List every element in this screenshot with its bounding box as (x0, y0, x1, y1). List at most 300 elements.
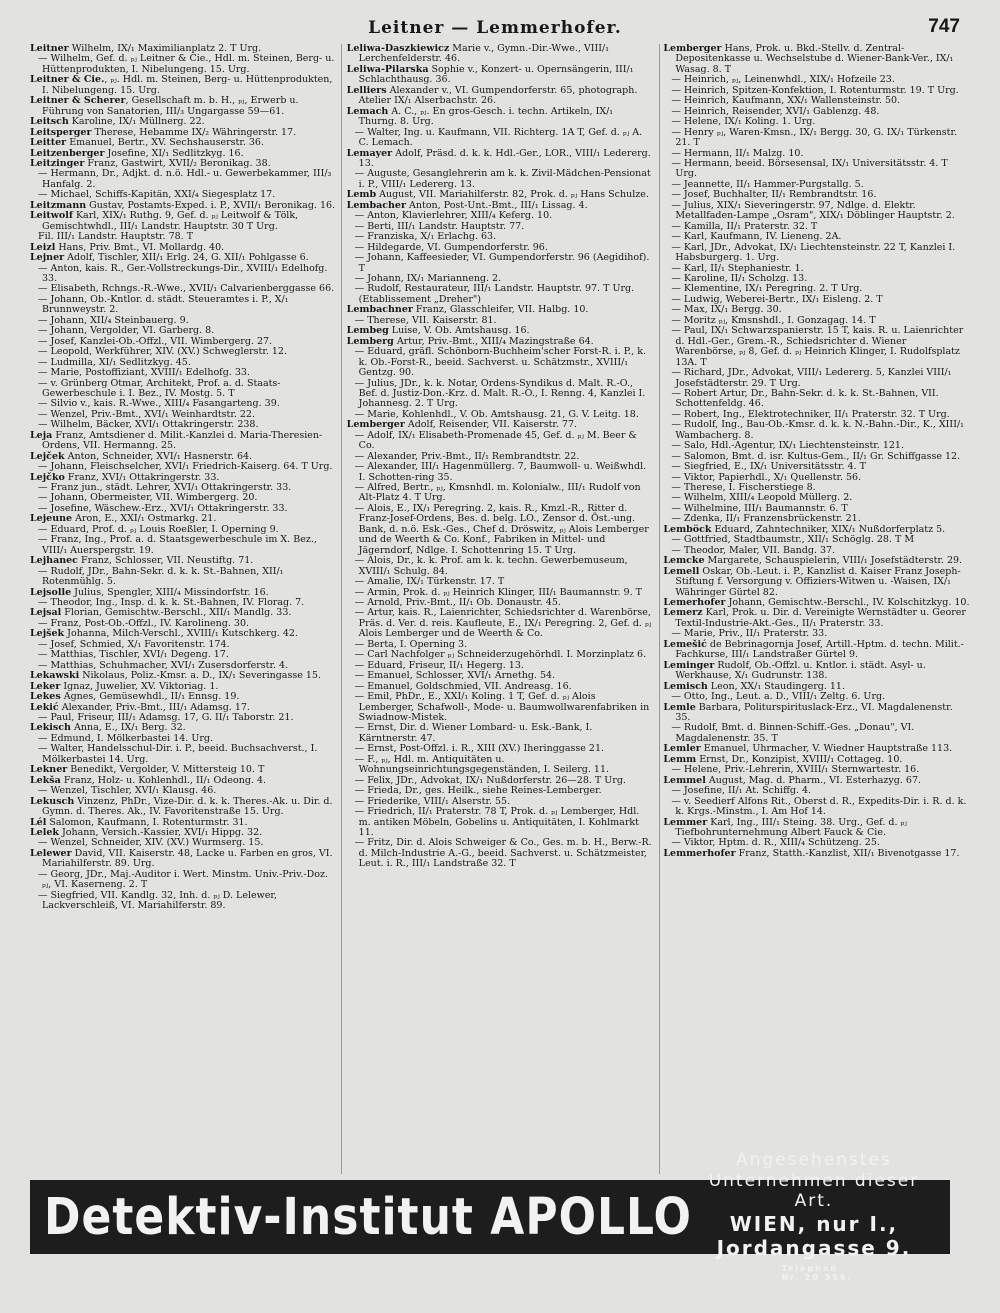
entry-details: — Franz, Post-Ob.-Offzl., IV. Karolineng. 30. (38, 617, 250, 629)
directory-entry (663, 608, 970, 629)
entry-details: — Josefine, Wäschew.-Erz., XVI/₁ Ottakringerstr. 33. (38, 502, 288, 514)
entry-details: Johann, Gemischtw.-Berschl., IV. Kolschitzkyg. 10. (725, 597, 970, 609)
directory-entry (30, 169, 337, 190)
entry-details: — Edmund, I. Mölkerbastei 14. Urg. (38, 732, 213, 744)
entry-details: — Johann, IX/₁ Marianneng. 2. (354, 272, 502, 284)
column-right (663, 44, 970, 1174)
directory-entry (30, 567, 337, 588)
directory-entry (30, 379, 337, 400)
entry-details: Vinzenz, PhDr., Vize-Dir. d. k. k. Theres.-Ak. u. Dir. d. Gymn. d. Theres. Ak., IV. Favoritenstraße 15. Urg. (42, 795, 333, 818)
entry-surname: Lejhanec (30, 555, 78, 567)
entry-details: — Frieda, Dr., ges. Heilk., siehe Reines-Lemberger. (354, 785, 602, 797)
entry-surname: Lejčko (30, 471, 65, 483)
entry-details: — Theodor, Ing., Insp. d. k. k. St.-Bahnen, IV. Florag. 7. (38, 597, 305, 609)
entry-surname: Lekusch (30, 795, 75, 807)
entry-details: — Ernst, Post-Offzl. i. R., XIII (XV.) Iheringgasse 21. (354, 743, 605, 755)
entry-details: Ignaz, Juwelier, XV. Viktoriag. 1. (60, 680, 219, 692)
entry-details: — Heinrich, Kaufmann, XX/₁ Wallensteinstr. 50. (671, 95, 901, 107)
entry-details: — Paul, Friseur, III/₁ Adamsg. 17, G. II/₁ Taborstr. 21. (38, 712, 294, 723)
entry-details: — Rudolf, Ing., Bau-Ob.-Kmsr. d. k. k. N.-Bahn.-Dir., K., XIII/₁ Wambacherg. 8. (671, 419, 964, 441)
entry-details: — Emil, PhDr., E., XXI/₁ Koling. 1 T, Gef. d. ₚⱼ Alois Lemberger, Schafwoll-, Mode- u. Baumwollwarenfabriken in Swiadnow-Mistek. (354, 691, 650, 723)
ad-tagline: Angesehenstes Unternehmen dieser Art. (708, 1150, 920, 1212)
directory-entry (30, 744, 337, 765)
entry-details: Franz, Glasschleifer, VII. Halbg. 10. (412, 304, 589, 316)
entry-details: — Robert, Ing., Elektrotechniker, II/₁ Praterstr. 32. T Urg. (671, 408, 950, 420)
directory-entry (663, 326, 970, 368)
directory-entry (30, 211, 337, 232)
entry-details: — Robert Artur, Dr., Bahn-Sekr. d. k. k. St.-Bahnen, VII. Schottenfeldg. 46. (671, 387, 939, 410)
entry-details: — Heinrich, Reisender, XVI/₁ Gablenzg. 48. (671, 105, 880, 117)
entry-details: Luise, V. Ob. Amtshausg. 16. (388, 325, 530, 337)
entry-surname: Lemmerhofer (663, 847, 736, 859)
entry-details: — Alexander, III/₁ Hagenmüllerg. 7, Baumwoll- u. Weißwhdl. I. Schotten-ring 35. (354, 461, 647, 483)
directory-entry (663, 640, 970, 661)
directory-entry (347, 86, 654, 107)
entry-details: — Marie, Postoffiziant, XVIII/₁ Edelhofg. 33. (38, 367, 250, 379)
entry-surname: Lemm (663, 753, 697, 765)
entry-surname: Lejeune (30, 513, 73, 525)
entry-details: Hans, Priv. Bmt., VI. Mollardg. 40. (55, 241, 225, 253)
directory-entry (663, 159, 970, 180)
entry-details: Adolf, Präsd. d. k. k. Hdl.-Ger., LOR., VIII/₁ Ledererg. 13. (358, 147, 651, 169)
running-head: Leitner — Lemmerhofer. (368, 18, 622, 38)
entry-details: — Josef, Schmied, X/₁ Favoritenstr. 174. (38, 638, 230, 650)
entry-details: — Johann, Obermeister, VII. Wimbergerg. 20. (38, 492, 258, 504)
entry-details: — Adolf, IX/₁ Elisabeth-Promenade 45, Gef. d. ₚⱼ M. Beer & Co. (354, 429, 637, 452)
entry-surname: Lelewer (30, 847, 72, 859)
entry-surname: Lemmel (663, 774, 706, 786)
entry-details: Fil. III/₁ Landstr. Hauptstr. 78. T (38, 231, 194, 243)
entry-surname: Lemmer (663, 816, 708, 828)
entry-details: — Johann, Fleischselcher, XVI/₁ Friedrich-Kaiserg. 64. T Urg. (38, 461, 333, 473)
entry-details: — Heinrich, ₚⱼ, Leinenwhdl., XIX/₁ Hofzeile 23. (671, 74, 895, 86)
entry-details: — Henry ₚⱼ, Waren-Kmsn., IX/₁ Bergg. 30, G. IX/₁ Türkenstr. 21. T (671, 126, 957, 149)
entry-details: — Therese, VII. Kaiserstr. 81. (354, 314, 497, 326)
entry-details: — Ludmilla, XI/₁ Sedlitzkyg. 45. (38, 356, 191, 368)
entry-details: Gustav, Postamts-Exped. i. P., XVII/₁ Beronikag. 16. (86, 199, 336, 211)
entry-surname: Lemerhofer (663, 597, 726, 609)
entry-details: — Walter, Ing. u. Kaufmann, VII. Richterg. 1A T, Gef. d. ₚⱼ A. C. Lemach. (354, 126, 643, 149)
entry-details: Franz, Statth.-Kanzlist, XII/₁ Bivenotgasse 17. (735, 847, 960, 859)
entry-surname: Lelliers (346, 84, 387, 96)
entry-details: — Therese, I. Fischerstiege 8. (671, 482, 816, 494)
entry-surname: Lemell (663, 565, 700, 577)
entry-details: — Carl Nachfolger ₚⱼ Schneiderzugehörhdl. I. Morzinplatz 6. (354, 649, 647, 661)
directory-entry (347, 65, 654, 86)
entry-surname: Lejsolle (30, 586, 72, 598)
entry-details: — Alexander, Priv.-Bmt., II/₁ Rembrandtstr. 22. (354, 450, 580, 462)
entry-details: — Johann, XII/₄ Steinbauerg. 9. (38, 314, 189, 326)
ad-details (692, 1150, 936, 1283)
entry-details: — Karl, JDr., Advokat, IX/₁ Liechtensteinstr. 22 T, Kanzlei I. Habsburgerg. 1. Urg. (671, 241, 956, 264)
entry-details: — Wilhelm, Bäcker, XVI/₁ Ottakringerstr. 238. (38, 419, 259, 431)
entry-details: David, VII. Kaiserstr. 48, Lacke u. Farben en gros, VI. Mariahilferstr. 89. Urg. (42, 847, 333, 870)
entry-surname: Lemberger (346, 419, 405, 431)
entry-surname: Lembachner (346, 304, 413, 316)
entry-details: — Kamilla, II/₁ Praterstr. 32. T (671, 220, 818, 232)
entry-details: Sophie v., Konzert- u. Opernsängerin, III/₁ Schlachthausg. 36. (358, 63, 634, 86)
directory-entry (663, 797, 970, 818)
entry-details: Adolf, Reisender, VII. Kaiserstr. 77. (404, 419, 578, 431)
entry-details: Franz, Amtsdiener d. Milit.-Kanzlei d. Maria-Theresien-Ordens, VII. Hermanng. 25. (42, 429, 323, 452)
entry-details: Anna, E., IX/₁ Berg. 32. (70, 722, 186, 734)
entry-surname: Lembacher (346, 199, 406, 211)
entry-details: Anton, Schneider, XVI/₁ Hasnerstr. 64. (64, 450, 253, 462)
entry-details: — Karoline, II/₁ Scholzg. 13. (671, 272, 808, 284)
directory-entry (30, 535, 337, 556)
directory-entry (663, 723, 970, 744)
entry-details: — Matthias, Schuhmacher, XVI/₁ Zusersdorferstr. 4. (38, 659, 289, 671)
entry-details: — Wilhelm, Gef. d. ₚⱼ Leitner & Cie., Hdl. m. Steinen, Berg- u. Hüttenprodukten, I. Nibelungeng. 15. Urg. (38, 53, 335, 75)
entry-details: — Klementine, IX/₁ Peregring. 2. T Urg. (671, 283, 863, 295)
entry-details: Karl, Prok. u. Dir. d. Vereinigte Wernstädter u. Georer Textil-Industrie-Akt.-Ges., II/₁ Praterstr. 33. (675, 607, 966, 629)
entry-surname: Leitwolf (30, 210, 73, 222)
directory-entry (30, 431, 337, 452)
entry-details: — Jeannette, II/₁ Hammer-Purgstallg. 5. (671, 178, 864, 190)
directory-entry (347, 838, 654, 869)
entry-surname: Lemayer (346, 147, 393, 159)
entry-details: Karoline, IX/₁ Müllnerg. 22. (68, 116, 205, 128)
entry-details: Emanuel, Bertr., XV. Sechshauserstr. 36. (66, 137, 264, 149)
directory-entry (347, 608, 654, 639)
entry-surname: Lejner (30, 252, 65, 264)
entry-details: — Marie, Kohlenhdl., V. Ob. Amtshausg. 21, G. V. Leitg. 18. (354, 408, 639, 420)
column-middle (347, 44, 654, 1174)
directory-entry (663, 849, 970, 859)
directory-entry (663, 128, 970, 149)
entry-details: Johanna, Milch-Verschl., XVIII/₁ Kutschkerg. 42. (64, 628, 298, 640)
directory-entry (347, 284, 654, 305)
entry-details: — Viktor, Hptm. d. R., XIII/₄ Schützeng. 25. (671, 837, 880, 849)
entry-details: Emanuel, Uhrmacher, V. Wiedner Hauptstraße 113. (700, 743, 953, 755)
entry-details: , ₚⱼ. Hdl. m. Steinen, Berg- u. Hüttenprodukten, I. Nibelungeng. 15. Urg. (42, 74, 333, 96)
entry-details: Margarete, Schauspielerin, VIII/₁ Josefstädterstr. 29. (704, 555, 963, 567)
entry-surname: Leminger (663, 659, 715, 671)
directory-entry (347, 556, 654, 577)
entry-details: — Anton, kais. R., Ger.-Vollstreckungs-Dir., XVIII/₁ Edelhofg. 33. (38, 262, 328, 284)
ad-phone (781, 1264, 852, 1282)
directory-entry (30, 891, 337, 912)
directory-columns (30, 44, 970, 1174)
entry-details: Aron, E., XXI/₁ Ostmarkg. 21. (72, 513, 217, 525)
entry-surname: Leitzinger (30, 157, 85, 169)
entry-details: — Felix, JDr., Advokat, IX/₁ Nußdorferstr. 26—28. T Urg. (354, 774, 626, 786)
directory-entry (30, 797, 337, 818)
directory-entry (663, 567, 970, 598)
entry-details: Artur, Priv.-Bmt., XIII/₄ Mazingstraße 64. (393, 335, 594, 347)
directory-entry (663, 661, 970, 682)
directory-entry (347, 483, 654, 504)
entry-surname: Leitner & Cie. (30, 74, 105, 86)
entry-details: — Wenzel, Priv.-Bmt., XVI/₁ Weinhardtstr. 22. (38, 408, 255, 420)
entry-details: Josefine, XI/₁ Sedlitzkyg. 16. (104, 147, 244, 159)
entry-details: — Helene, Priv.-Lehrerin, XVIII/₁ Sternwartestr. 16. (671, 764, 920, 776)
directory-entry (30, 75, 337, 96)
entry-details: — Elisabeth, Rchngs.-R.-Wwe., XVII/₁ Calvarienberggasse 66. (38, 283, 335, 295)
entry-details: — Josefine, II/₁ At. Schiffg. 4. (671, 785, 812, 797)
entry-details: — Wenzel, Tischler, XVI/₁ Klausg. 46. (38, 785, 217, 797)
entry-details: — Wilhelmine, III/₁ Baumannstr. 6. T (671, 502, 848, 514)
directory-entry (663, 818, 970, 839)
entry-details: — Hildegarde, VI. Gumpendorferstr. 96. (354, 241, 548, 253)
entry-details: Barbara, Politurspirituslack-Erz., VI. Magdalenenstr. 35. (675, 701, 953, 723)
entry-details: — Wilhelm, XIII/₄ Leopold Müllerg. 2. (671, 492, 853, 504)
entry-surname: Lemb (346, 189, 377, 201)
entry-surname: Lejček (30, 450, 65, 462)
entry-details: Salomon, Kaufmann, I. Rotenturmstr. 31. (46, 816, 248, 828)
entry-details: Agnes, Gemüsewhdl., II/₁ Ennsg. 19. (60, 691, 240, 703)
entry-details: — Friederike, VIII/₁ Alserstr. 55. (354, 795, 511, 807)
entry-details: — Franziska, X/₁ Erlachg. 63. (354, 231, 497, 243)
entry-details: Ernst, Dr., Konzipist, XVIII/₁ Cottageg. 10. (696, 753, 903, 765)
ad-company-name: Detektiv-Institut APOLLO (44, 1187, 692, 1247)
entry-details: Franz, Gastwirt, XVII/₂ Beronikag. 38. (84, 157, 271, 169)
entry-details: — Paul, IX/₁ Schwarzspanierstr. 15 T, kais. R. u. Laienrichter d. Hdl.-Ger., Grem.-R., Schiedsrichter d. Wiener Warenbörse, ₚⱼ 8, Gef. d. ₚⱼ Heinrich Klinger, I. Rudolfsplatz 13A. T (671, 325, 964, 368)
directory-entry (663, 420, 970, 441)
entry-details: — Emanuel, Schlosser, XVI/₁ Arnethg. 54. (354, 670, 556, 682)
entry-details: — Friedrich, II/₁ Praterstr. 78 T, Prok. d. ₚⱼ Lemberger, Hdl. m. antiken Möbeln, Gobelins u. Antiquitäten, I. Kohlmarkt 11. (354, 806, 640, 838)
entry-surname: Lemler (663, 743, 701, 755)
entry-details: — Johann, Kaffeesieder, VI. Gumpendorferstr. 96 (Aegidihof). T (354, 252, 650, 274)
entry-surname: Lemešić (663, 638, 707, 650)
directory-entry (347, 149, 654, 170)
entry-surname: Lejšek (30, 628, 65, 640)
entry-details: — Rudolf, JDr., Bahn-Sekr. d. k. k. St.-Bahnen, XII/₁ Rotenmühlg. 5. (38, 565, 284, 588)
entry-details: — Hermann, Dr., Adjkt. d. n.ö. Hdl.- u. Gewerbekammer, III/₃ Hanfalg. 2. (38, 168, 332, 190)
entry-details: — Moritz ₚⱼ, Kmsnshdl., I. Gonzagag. 14. T (671, 314, 876, 326)
advertisement-banner (30, 1150, 950, 1283)
entry-details: — Gottfried, Stadtbaumstr., XII/₁ Schöglg. 28. T M (671, 534, 915, 546)
entry-details: — Leopold, Werkführer, XIV. (XV.) Schweglerstr. 12. (38, 346, 287, 358)
directory-entry (30, 54, 337, 75)
entry-surname: Lembeg (346, 325, 389, 337)
entry-details: — Marie, Priv., II/₁ Praterstr. 33. (671, 628, 828, 640)
entry-details: — Rudolf, Bmt. d. Binnen-Schiff.-Ges. „Donau", VI. Magdalenenstr. 35. T (671, 722, 915, 744)
directory-entry (30, 849, 337, 870)
directory-entry (30, 96, 337, 117)
directory-entry (347, 723, 654, 744)
entry-details: A. C., ₚⱼ. En gros-Gesch. i. techn. Artikeln, IX/₁ Thurng. 8. Urg. (358, 105, 614, 128)
entry-details: Wilhelm, IX/₁ Maximilianplatz 2. T Urg. (68, 44, 262, 54)
directory-entry (663, 389, 970, 410)
entry-details: — Hermann, beeid. Börsesensal, IX/₁ Universitätsstr. 4. T Urg. (671, 157, 948, 180)
entry-details: — Berta, I. Operning 3. (354, 638, 468, 650)
entry-details: — Josef, Kanzlei-Ob.-Offzl., VII. Wimbergerg. 27. (38, 335, 273, 347)
entry-surname: Lekić (30, 701, 59, 713)
entry-surname: Lemböck (663, 523, 712, 535)
directory-entry (30, 264, 337, 285)
directory-entry (30, 870, 337, 891)
entry-details: — Eduard, Prof. d. ₚⱼ Louis Roeßler, I. Operning 9. (38, 523, 279, 535)
entry-surname: Lemisch (663, 680, 708, 692)
entry-details: Hans, Prok. u. Bkd.-Stellv. d. Zentral-Depositenkasse u. Wechselstube d. Wiener-Bank-Ver., IX/₁ Wasag. 8. T (675, 44, 954, 75)
entry-details: Oskar, Ob.-Leut. i. P., Kanzlist d. Kaiser Franz Joseph-Stiftung f. Versorgung v. Offiziers-Witwen u. -Waisen, IX/₁ Währinger Gürtel 82. (675, 565, 961, 598)
entry-details: — Georg, JDr., Maj.-Auditor i. Wert. Minstm. Univ.-Priv.-Doz. ₚⱼ, VI. Kaserneng. 2. T (38, 868, 329, 891)
entry-details: — Anton, Klavierlehrer, XIII/₄ Keferg. 10. (354, 210, 553, 222)
directory-entry (347, 347, 654, 378)
entry-details: — Heinrich, Spitzen-Konfektion, I. Rotenturmstr. 19. T Urg. (671, 84, 959, 96)
ad-address: WIEN, nur I., Jordangasse 9. (716, 1211, 912, 1260)
entry-details: — Eduard, gräfl. Schönborn-Buchheim'scher Forst-R. i. P., k. k. Ob.-Forst-R., beeid. Sachverst. u. Schätzmstr., XVIII/₁ Gentzg. 90. (354, 346, 647, 379)
entry-details: — Matthias, Tischler, XVI/₁ Degeng. 17. (38, 649, 229, 661)
entry-surname: Lelek (30, 826, 59, 838)
entry-details: — Wenzel, Schneider, XIV. (XV.) Wurmserg. 15. (38, 837, 264, 849)
entry-details: — Salo, Hdl.-Agentur, IX/₁ Liechtensteinstr. 121. (671, 440, 904, 452)
entry-details: — Armin, Prok. d. ₚⱼ Heinrich Klinger, III/₁ Baumannstr. 9. T (354, 586, 642, 598)
column-left (30, 44, 337, 1174)
entry-surname: Leker (30, 680, 61, 692)
entry-details: Alexander, Priv.-Bmt., III/₁ Adamsg. 17. (58, 701, 250, 713)
page-header (30, 14, 960, 44)
directory-entry (347, 128, 654, 149)
entry-details: August, VII. Mariahilferstr. 82, Prok. d. ₚⱼ Hans Schulze. (376, 189, 649, 201)
ad-phone-label: Telephon (781, 1264, 839, 1274)
entry-details: — Franz, Ing., Prof. a. d. Staatsgewerbeschule im X. Bez., VIII/₁ Auerspergstr. 19. (38, 534, 317, 556)
entry-details: Adolf, Tischler, XII/₁ Erlg. 24, G. XII/₁ Pohlgasse 6. (64, 252, 309, 264)
entry-details: Julius, Spengler, XIII/₄ Missindorfstr. 16. (71, 586, 269, 598)
entry-details: August, Mag. d. Pharm., VI. Esterhazyg. 67. (705, 774, 922, 786)
entry-surname: Lél (30, 816, 47, 828)
entry-details: — Silvio v., kais. R.-Wwe., XIII/₄ Fasangarteng. 39. (38, 398, 280, 410)
entry-details: Karl, XIX/₁ Ruthg. 9, Gef. d. ₚⱼ Leitwolf & Tölk, Gemischtwhdl., III/₁ Landstr. Hauptstr. 30 T Urg. (42, 210, 299, 232)
entry-details: Johann, Versich.-Kassier, XVI/₁ Hippg. 32. (58, 826, 263, 838)
entry-details: Franz, XVI/₁ Ottakringerstr. 33. (64, 471, 220, 483)
directory-entry (347, 379, 654, 410)
directory-entry (347, 755, 654, 776)
entry-details: — Berti, III/₁ Landstr. Hauptstr. 77. (354, 220, 525, 232)
directory-entry (663, 703, 970, 724)
entry-details: — Emanuel, Goldschmied, VII. Andreasg. 16. (354, 680, 572, 692)
entry-details: Alexander v., VI. Gumpendorferstr. 65, photograph. Atelier IX/₁ Alserbachstr. 26. (358, 84, 638, 107)
entry-details: Eduard, Zahntechniker, XIX/₁ Nußdorferplatz 5. (711, 523, 946, 535)
entry-details: — Helene, IX/₁ Koling. 1. Urg. (671, 116, 816, 128)
entry-surname: Lemerz (663, 607, 703, 619)
entry-details: Anton, Post-Unt.-Bmt., III/₁ Lissag. 4. (406, 199, 588, 211)
entry-surname: Lekes (30, 691, 61, 703)
entry-details: Marie v., Gymn.-Dir.-Wwe., VIII/₁ Lerchenfelderstr. 46. (358, 44, 610, 65)
entry-details: — Ernst, Dir. d. Wiener Lombard- u. Esk.-Bank, I. Kärntnerstr. 47. (354, 722, 593, 744)
entry-surname: Leitzmann (30, 199, 87, 211)
entry-details: — Alfred, Bertr., ₚⱼ, Kmsnhdl. m. Kolonialw., III/₁ Rudolf von Alt-Platz 4. T Urg. (354, 482, 641, 504)
entry-details: — Theodor, Maler, VII. Bandg. 37. (671, 544, 836, 556)
entry-surname: Leizl (30, 241, 56, 253)
entry-surname: Lemach (346, 105, 389, 117)
entry-details: — Viktor, Papierhdl., X/₁ Quellenstr. 56. (671, 471, 862, 483)
entry-details: — F., ₚⱼ, Hdl. m. Antiquitäten u. Wohnungseinrichtungsgegenständen, I. Seilerg. 11. (354, 753, 610, 776)
entry-details: Leon, XX/₁ Staudingerg. 11. (707, 680, 845, 692)
entry-surname: Leitzenberger (30, 147, 105, 159)
directory-entry (347, 253, 654, 274)
entry-details: — Michael, Schiffs-Kapitän, XXI/₄ Siegesplatz 17. (38, 189, 276, 201)
entry-details: Karl, Ing., III/₁ Steing. 38. Urg., Gef. d. ₚⱼ Tiefbohrunternehmung Albert Fauck & Cie. (675, 816, 907, 838)
entry-details: — v. Seedierf Alfons Rit., Oberst d. R., Expedits-Dir. i. R. d. k. k. Krgs.-Minstm., I. Am Hof 14. (671, 795, 967, 818)
entry-details: — Josef, Buchhalter, II/₁ Rembrandtstr. 16. (671, 189, 877, 201)
ad-phone-number: Nr. 20 556. (781, 1273, 853, 1283)
entry-details: Nikolaus, Poliz.-Kmsr. a. D., IX/₁ Severingasse 15. (79, 670, 321, 682)
entry-details: — Julius, XIX/₁ Sieveringerstr. 97, Ndlge. d. Elektr. Metallfaden-Lampe „Osram", XIX/₁ Döblinger Hauptstr. 2. (671, 199, 955, 222)
ad-address-line (692, 1212, 936, 1284)
entry-surname: Leitner (30, 44, 69, 54)
entry-details: — Eduard, Friseur, II/₁ Hegerg. 13. (354, 659, 524, 671)
entry-details: — Karl, Kaufmann, IV. Lieneng. 2A. (671, 231, 842, 243)
entry-details: — Alois, E., IX/₁ Peregring. 2, kais. R., Kmzl.-R., Ritter d. Franz-Josef-Ordens, Bes. d. belg. LO., Zensor d. Öst.-ung. Bank, d. n.ö. Esk.-Ges., Chef d. Dröswitz, ₚⱼ Alois Lemberger und de Weerth & Co. Konf., Fabriken in Mittel- und Jägerndorf, Ndlge. I. Schottenring 15. T Urg. (354, 502, 649, 556)
directory-entry (347, 692, 654, 723)
entry-details: Franz, Holz- u. Kohlenhdl., II/₁ Odeong. 4. (60, 774, 267, 786)
entry-surname: Lejsal (30, 607, 62, 619)
entry-details: — Otto, Ing., Leut. a. D., VIII/₁ Zeltg. 6. Urg. (671, 691, 886, 703)
directory-entry (347, 504, 654, 556)
entry-surname: Lekša (30, 774, 61, 786)
entry-surname: Leitsch (30, 116, 69, 128)
entry-surname: Lemberger (663, 44, 722, 54)
directory-entry (347, 107, 654, 128)
directory-entry (347, 169, 654, 190)
entry-details: , Gesellschaft m. b. H., ₚⱼ, Erwerb u. Führung von Sanatorien, III/₃ Ungargasse 59—61. (42, 95, 299, 117)
entry-surname: Leitsperger (30, 126, 92, 138)
entry-surname: Leitner & Scherer (30, 95, 126, 107)
entry-surname: Leliwa-Daszkiewicz (346, 44, 450, 54)
entry-surname: Lekner (30, 764, 68, 776)
entry-surname: Leitter (30, 137, 67, 149)
entry-surname: Lemcke (663, 555, 705, 567)
entry-details: — Julius, JDr., k. k. Notar, Ordens-Syndikus d. Malt. R.-O., Bef. d. Justiz-Don.-Krz. d. Malt. R.-O., I. Renng. 4, Kanzlei I. Johannesg. 2. T Urg. (354, 377, 646, 410)
entry-surname: Lemberg (346, 335, 394, 347)
entry-surname: Lekawski (30, 670, 80, 682)
page-number: 747 (928, 16, 960, 37)
entry-surname: Lemle (663, 701, 696, 713)
directory-entry (663, 44, 970, 75)
entry-details: — Rudolf, Restaurateur, III/₁ Landstr. Hauptstr. 97. T Urg. (Etablissement „Dreher") (354, 283, 635, 305)
entry-details: de Bebrinagornja Josef, Artill.-Hptm. d. techn. Milit.-Fachkurse, III/₁ Landstraßer Gürtel 9. (675, 638, 964, 661)
entry-surname: Lekisch (30, 722, 71, 734)
entry-details: — Johann, Ob.-Kntlor. d. städt. Steueramtes i. P., X/₁ Brunnweystr. 2. (38, 293, 289, 316)
entry-details: — Ludwig, Weberei-Bertr., IX/₁ Eisleng. 2. T (671, 293, 883, 305)
entry-details: — Siegfried, E., IX/₁ Universitätsstr. 4. T (671, 461, 866, 473)
entry-details: — Siegfried, VII. Kandlg. 32, Inh. d. ₚⱼ D. Lelewer, Lackverschleiß, VI. Mariahilferstr. 89. (38, 889, 277, 912)
entry-surname: Leliwa-Pilarska (346, 63, 429, 75)
entry-details: Florian, Gemischtw.-Berschl., XII/₁ Mandlg. 33. (61, 607, 292, 619)
directory-entry (663, 243, 970, 264)
entry-details: — Salomon, Bmt. d. isr. Kultus-Gem., II/₁ Gr. Schiffgasse 12. (671, 450, 961, 462)
entry-details: — Fritz, Dir. d. Alois Schweiger & Co., Ges. m. b. H., Berw.-R. d. Milch-Industrie A.-G., beeid. Sachverst. u. Schätzmeister, Leut. i. R., III/₁ Landstraße 32. T (354, 837, 652, 870)
entry-details: — Alois, Dr., k. k. Prof. am k. k. techn. Gewerbemuseum, XVIII/₁ Schulg. 84. (354, 555, 628, 577)
entry-surname: Leja (30, 429, 53, 441)
entry-details: — v. Grünberg Otmar, Architekt, Prof. a. d. Staats-Gewerbeschule i. I. Bez., IV. Mostg. 5. T (38, 377, 281, 399)
entry-details: — Zdenka, II/₁ Franzensbrückenstr. 21. (671, 513, 861, 525)
entry-details: — Max, IX/₁ Bergg. 30. (671, 304, 782, 316)
entry-details: Benedikt, Vergolder, V. Mittersteig 10. T (67, 764, 265, 776)
directory-entry (663, 368, 970, 389)
directory-entry (663, 201, 970, 222)
directory-entry (30, 295, 337, 316)
entry-details: — Franz jun., städt. Lehrer, XVI/₁ Ottakringerstr. 33. (38, 482, 292, 494)
entry-details: — Amalie, IX/₁ Türkenstr. 17. T (354, 576, 505, 588)
directory-entry (347, 462, 654, 483)
directory-entry (347, 44, 654, 65)
entry-details: — Hermann, II/₁ Malzg. 10. (671, 147, 804, 159)
entry-details: — Artur, kais. R., Laienrichter, Schiedsrichter d. Warenbörse, Präs. d. Ver. d. reis. Kaufleute, E., IX/₁ Peregring. 2, Gef. d. ₚⱼ Alois Lemberger und de Weerth & Co. (354, 607, 652, 640)
entry-details: — Arnold, Priv.-Bmt., II/₁ Ob. Donaustr. 45. (354, 597, 561, 609)
directory-entry (347, 431, 654, 452)
entry-details: — Auguste, Gesanglehrerin am k. k. Zivil-Mädchen-Pensionat i. P., VIII/₁ Ledererg. 13. (354, 168, 651, 190)
entry-details: Rudolf, Ob.-Offzl. u. Kntlor. i. städt. Asyl- u. Werkhause, X/₁ Gudrunstr. 138. (675, 659, 926, 682)
directory-entry (347, 807, 654, 838)
entry-details: — Johann, Vergolder, VI. Garberg. 8. (38, 325, 215, 337)
entry-details: — Karl, II/₁ Stephaniestr. 1. (671, 262, 804, 274)
entry-details: Therese, Hebamme IX/₂ Währingerstr. 17. (91, 126, 297, 138)
entry-details: Franz, Schlosser, VII. Neustiftg. 71. (77, 555, 254, 567)
entry-details: — Walter, Handelsschul-Dir. i. P., beeid. Buchsachverst., I. Mölkerbastei 14. Urg. (38, 743, 318, 765)
